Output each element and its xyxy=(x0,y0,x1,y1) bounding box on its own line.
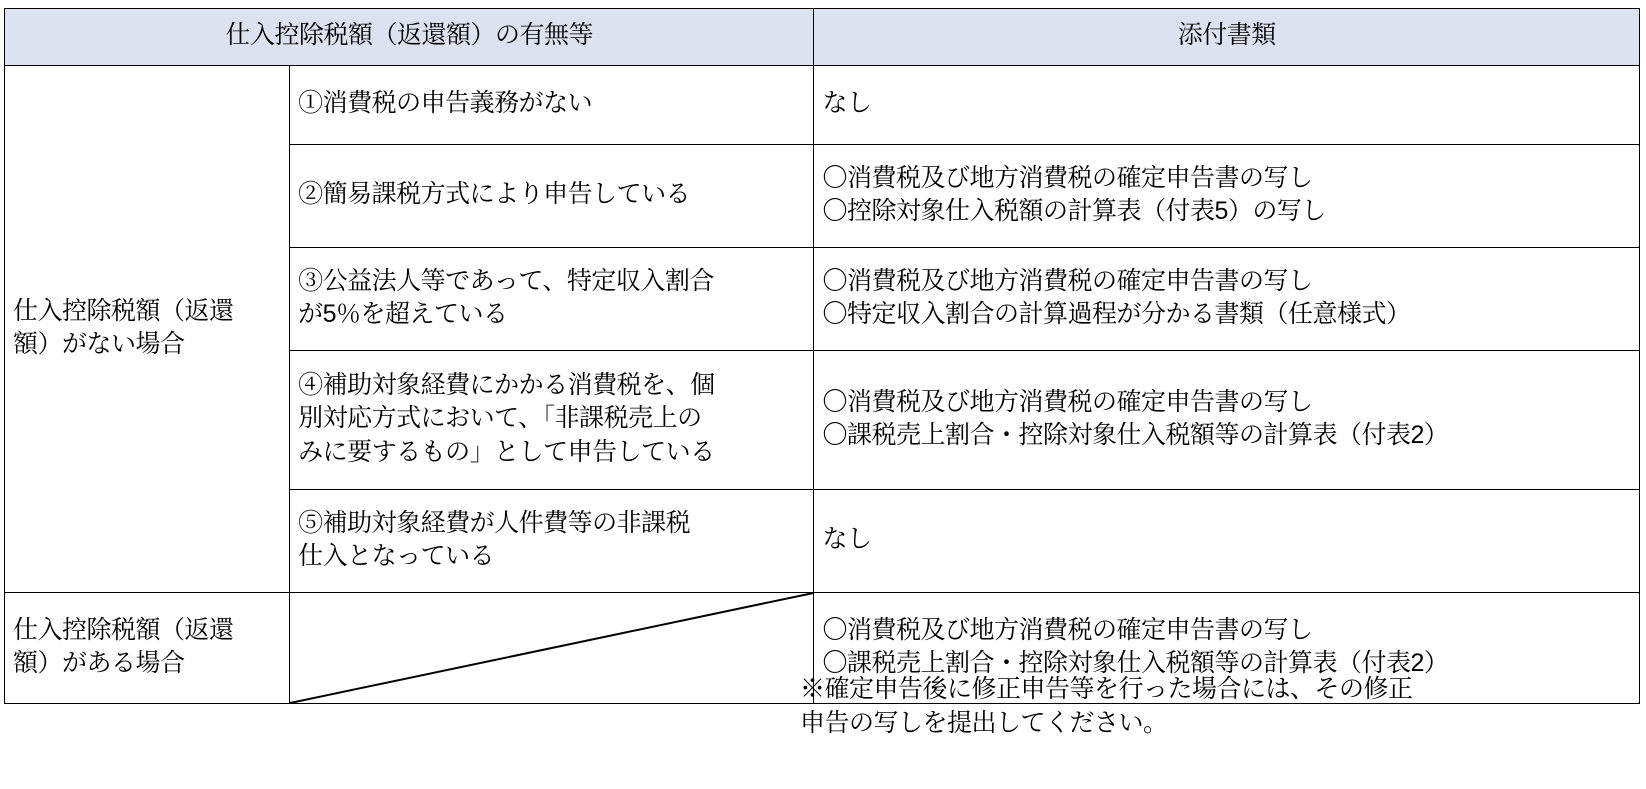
footnote-line: 申告の写しを提出してください。 xyxy=(800,709,1168,737)
documents-line: 〇消費税及び地方消費税の確定申告書の写し xyxy=(822,387,1313,416)
attachment-documents-table xyxy=(4,8,1640,704)
condition-line: ⑤補助対象経費が人件費等の非課税 xyxy=(298,508,691,537)
documents-line: 〇特定収入割合の計算過程が分かる書類（任意様式） xyxy=(822,300,1411,328)
table-row xyxy=(5,66,1640,145)
condition-line: が5％を超えている xyxy=(298,300,508,328)
condition-line: 仕入となっている xyxy=(298,542,495,570)
diagonal-strike-cell xyxy=(290,593,814,704)
documents-line: なし xyxy=(822,525,872,554)
documents-cell-4 xyxy=(814,351,1640,490)
condition-line: みに要するもの」として申告している xyxy=(298,437,715,466)
category-line: 仕入控除税額（返還 xyxy=(13,296,234,325)
table-header-row xyxy=(5,9,1640,66)
header-documents: 添付書類 xyxy=(814,9,1640,66)
category-line: 仕入控除税額（返還 xyxy=(13,615,234,644)
documents-line: 〇課税売上割合・控除対象仕入税額等の計算表（付表2） xyxy=(822,421,1449,449)
condition-cell-3 xyxy=(290,248,814,351)
condition-cell-4 xyxy=(290,351,814,490)
condition-line: ①消費税の申告義務がない xyxy=(298,89,593,118)
documents-line: 〇控除対象仕入税額の計算表（付表5）の写し xyxy=(822,197,1326,225)
documents-line: なし xyxy=(822,89,872,118)
documents-line: 〇消費税及び地方消費税の確定申告書の写し xyxy=(822,266,1313,295)
condition-line: ④補助対象経費にかかる消費税を、個 xyxy=(298,370,715,399)
documents-line: 〇消費税及び地方消費税の確定申告書の写し xyxy=(822,615,1313,644)
category-has-deduction xyxy=(5,593,290,704)
category-no-deduction xyxy=(5,66,290,593)
diagonal-line-icon xyxy=(290,593,813,703)
documents-cell-5 xyxy=(814,490,1640,593)
condition-line: ③公益法人等であって、特定収入割合 xyxy=(298,266,714,295)
condition-cell-2 xyxy=(290,145,814,248)
category-line: 額）がある場合 xyxy=(13,649,185,677)
header-condition: 仕入控除税額（返還額）の有無等 xyxy=(5,9,814,66)
category-line: 額）がない場合 xyxy=(13,330,185,358)
condition-cell-5 xyxy=(290,490,814,593)
condition-line: 別対応方式において、「非課税売上の xyxy=(298,404,702,433)
footnote xyxy=(800,672,1630,740)
condition-line: ②簡易課税方式により申告している xyxy=(298,180,691,209)
documents-cell-1 xyxy=(814,66,1640,145)
footnote-line: ※確定申告後に修正申告等を行った場合には、その修正 xyxy=(800,675,1413,703)
documents-cell-3 xyxy=(814,248,1640,351)
documents-line: 〇課税売上割合・控除対象仕入税額等の計算表（付表2） xyxy=(822,649,1449,677)
condition-cell-1 xyxy=(290,66,814,145)
documents-line: 〇消費税及び地方消費税の確定申告書の写し xyxy=(822,163,1313,192)
documents-cell-2 xyxy=(814,145,1640,248)
